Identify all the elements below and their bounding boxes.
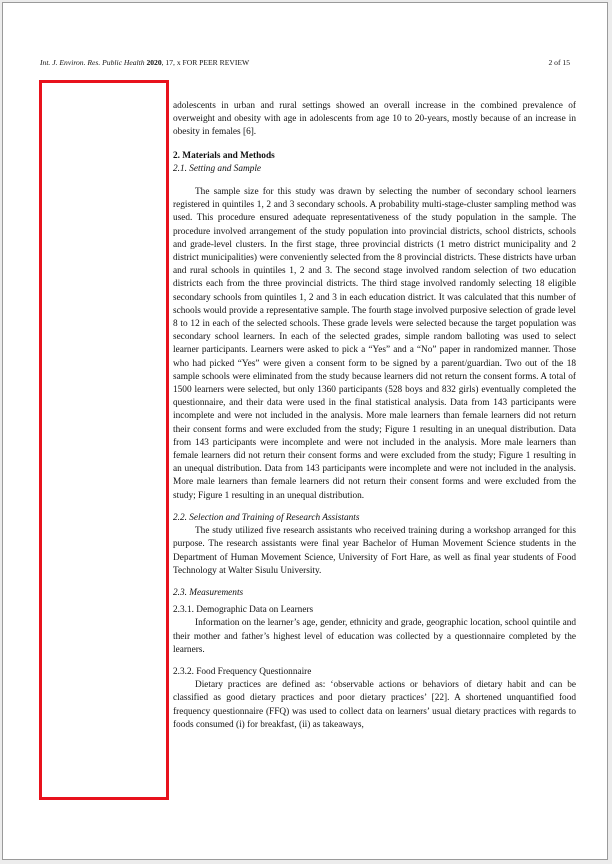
journal-citation xyxy=(40,58,249,67)
setting-sample-paragraph: The sample size for this study was drawn by selecting the number of secondary school learners registered in quintiles 1, 2 and 3 secondary schools. A probability multi-stage-cluster sampling method was used. This procedure ensured adequate representativeness of the study population in the sample. The procedure involved arrangement of the study population into provincial districts, school districts, schools and grade-level clusters. In the first stage, three provincial districts (1 metro district municipality and 2 district municipalities) were conveniently selected from the 8 provincial districts. These districts have urban and rural schools in quintiles 1, 2 and 3. The second stage involved random selection of two education districts each from the three provincial districts. The third stage involved randomly selecting 18 eligible secondary schools from quintiles 1, 2 and 3 in each education district. It was calculated that this number of schools would provide a representative sample. The fourth stage involved purposive selection of grade level 8 to 12 in each of the selected schools. These grade levels were selected because the target population was secondary school learners. In each of the selected grades, simple random balloting was used to select learner participants. Learners were asked to pick a “Yes” and a “No” paper in randomized manner. Those who had picked “Yes” were given a consent form to be signed by a parent/guardian. Two out of the 18 sample schools were eliminated from the study because learners did not return the consent forms. A total of 1500 learners were selected, but only 1360 participants (528 boys and 832 girls) eventually completed the questionnaire, and their data were used in the final statistical analysis. Data from 143 participants were incomplete and were not included in the analysis. More male learners than female learners did not return their consent forms and were excluded from the study; Figure 1 resulting in an unequal distribution. Data from 143 participants were incomplete and were not included in the analysis. More male learners than female learners did not return their consent forms and were excluded from the study; Figure 1 resulting in an unequal distribution. Data from 143 participants were incomplete and were not included in the analysis. More male learners than female learners did not return their consent forms and were excluded from the study; Figure 1 resulting in an unequal distribution. xyxy=(173,187,576,501)
volume-info: , 17, x FOR PEER REVIEW xyxy=(161,58,250,67)
section-heading-research-assistants: 2.2. Selection and Training of Research Assistants xyxy=(173,512,360,523)
page-number: 2 of 15 xyxy=(548,58,570,67)
section-heading-demographic-data: 2.3.1. Demographic Data on Learners xyxy=(173,605,314,616)
main-text xyxy=(173,100,576,732)
food-frequency-paragraph: Dietary practices are defined as: ‘observable actions or behaviors of dietary habit and can be classified as good dietary practices and poor dietary practices’ [22]. A shortened unquantified food frequency questionnaire (FFQ) was used to collect data on learners’ usual dietary practices with regards to foods consumed (i) for breakfast, (ii) as takeaways, xyxy=(173,680,576,730)
intro-paragraph: adolescents in urban and rural settings showed an overall increase in the combined prevalence of overweight and obesity with age in adolescents from age 10 to 20-years, mostly because of an increase in obesity in females [6]. xyxy=(173,101,576,138)
demographic-data-paragraph: Information on the learner’s age, gender, ethnicity and grade, geographic location, school quintile and their mother and father’s highest level of education was collected by a questionnaire completed by the learners. xyxy=(173,618,576,655)
journal-name: Int. J. Environ. Res. Public Health xyxy=(40,58,145,67)
document-page xyxy=(2,2,608,860)
research-assistants-paragraph: The study utilized five research assistants who received training during a workshop arranged for this purpose. The research assistants were final year Bachelor of Human Movement Science students in the Department of Human Movement Science, University of Fort Hare, as well as final year students of Food Technology at Walter Sisulu University. xyxy=(173,526,576,576)
section-heading-materials-methods: 2. Materials and Methods xyxy=(173,150,275,161)
section-heading-food-frequency: 2.3.2. Food Frequency Questionnaire xyxy=(173,666,312,677)
journal-year: 2020 xyxy=(146,58,162,67)
running-header xyxy=(40,58,570,67)
section-heading-measurements: 2.3. Measurements xyxy=(173,587,244,598)
section-heading-setting-sample: 2.1. Setting and Sample xyxy=(173,163,262,174)
highlight-box xyxy=(39,80,169,800)
